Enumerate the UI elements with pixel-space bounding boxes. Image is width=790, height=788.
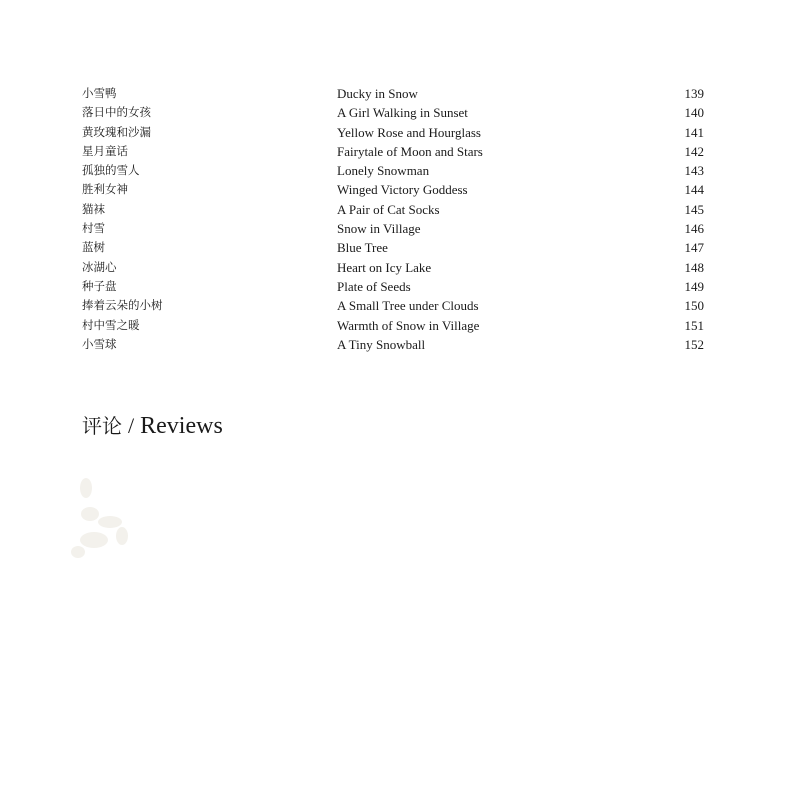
toc-page-number: 148 <box>684 259 704 275</box>
toc-chinese-title: 孤独的雪人 <box>82 163 140 178</box>
toc-english-title: Plate of Seeds <box>337 278 411 294</box>
toc-row <box>0 84 790 103</box>
section-heading-chinese: 评论 <box>82 414 122 438</box>
toc-page-number: 152 <box>684 336 704 352</box>
toc-chinese-title: 小雪球 <box>82 336 117 351</box>
toc-row <box>0 238 790 257</box>
toc-chinese-title: 村雪 <box>82 221 105 236</box>
toc-chinese-title: 小雪鸭 <box>82 86 117 100</box>
toc-chinese-title: 冰湖心 <box>82 259 117 274</box>
toc-chinese-title: 村中雪之暖 <box>82 317 140 332</box>
toc-row <box>0 296 790 315</box>
toc-english-title: Fairytale of Moon and Stars <box>337 143 483 159</box>
toc-page-number: 147 <box>684 240 704 256</box>
toc-english-title: Snow in Village <box>337 221 421 237</box>
toc-chinese-title: 落日中的女孩 <box>82 105 151 120</box>
toc-row <box>0 219 790 238</box>
toc-row <box>0 103 790 122</box>
toc-page-number: 140 <box>684 105 704 121</box>
toc-english-title: Yellow Rose and Hourglass <box>337 124 481 140</box>
toc-chinese-title: 蓝树 <box>82 240 105 255</box>
toc-chinese-title: 星月童话 <box>82 143 128 158</box>
toc-chinese-title: 捧着云朵的小树 <box>82 298 163 313</box>
toc-row <box>0 123 790 142</box>
toc-english-title: A Pair of Cat Socks <box>337 201 440 217</box>
toc-row <box>0 277 790 296</box>
toc-page-number: 150 <box>684 298 704 314</box>
toc-chinese-title: 猫袜 <box>82 201 105 216</box>
toc-english-title: A Girl Walking in Sunset <box>337 105 468 121</box>
toc-chinese-title: 胜利女神 <box>82 182 128 197</box>
toc-english-title: Blue Tree <box>337 240 388 256</box>
toc-row <box>0 180 790 199</box>
section-heading-separator: / <box>128 413 135 438</box>
toc-row <box>0 142 790 161</box>
toc-page-number: 145 <box>684 201 704 217</box>
toc-english-title: Warmth of Snow in Village <box>337 317 480 333</box>
toc-english-title: Lonely Snowman <box>337 163 430 179</box>
toc-page-number: 139 <box>684 86 704 101</box>
toc-english-title: Ducky in Snow <box>337 86 418 101</box>
toc-page-number: 151 <box>684 317 704 333</box>
section-heading <box>82 410 223 445</box>
toc-row <box>0 316 790 335</box>
toc-english-title: Winged Victory Goddess <box>337 182 468 198</box>
toc-page-number: 149 <box>684 278 704 294</box>
toc-english-title: A Tiny Snowball <box>337 336 426 352</box>
toc-chinese-title: 种子盘 <box>82 278 117 293</box>
toc-page-number: 141 <box>684 124 704 140</box>
toc-row <box>0 161 790 180</box>
toc-row <box>0 258 790 277</box>
toc-page-number: 143 <box>684 163 704 179</box>
toc-page-number: 144 <box>684 182 704 198</box>
toc-page-number: 142 <box>684 143 704 159</box>
faint-decorative-mark <box>64 470 144 570</box>
toc-english-title: A Small Tree under Clouds <box>337 298 479 314</box>
toc-page-number: 146 <box>684 221 704 237</box>
toc-english-title: Heart on Icy Lake <box>337 259 432 275</box>
section-heading-english: Reviews <box>140 413 223 439</box>
toc-row <box>0 335 790 354</box>
toc-row <box>0 200 790 219</box>
table-of-contents <box>0 84 790 354</box>
toc-chinese-title: 黄玫瑰和沙漏 <box>82 124 151 139</box>
